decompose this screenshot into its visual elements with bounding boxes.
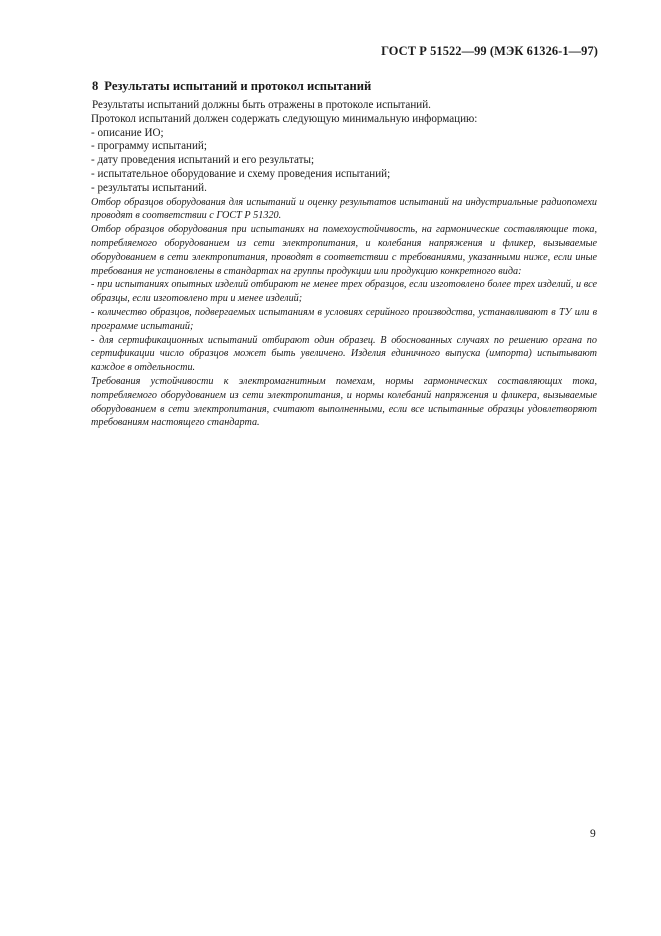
list-item: - описание ИО;	[91, 126, 164, 139]
paragraph-text: - для сертификационных испытаний отбирают один образец. В обоснованных случаях по решению органа по сертификации число образцов может быть увеличено. Изделия единичного выпуска (импорта) испытывают каждое в отдельности.	[91, 334, 597, 374]
paragraph-text: - количество образцов, подвергаемых испытаниям в условиях серийного производства, устанавливают в ТУ или в программе испытаний;	[91, 306, 597, 332]
italic-paragraph	[66, 196, 597, 224]
page-number: 9	[590, 828, 596, 840]
standard-header: ГОСТ Р 51522—99 (МЭК 61326-1—97)	[381, 44, 598, 58]
section-body	[91, 99, 597, 430]
paragraph-text: Отбор образцов оборудования при испытаниях на помехоустойчивость, на гармонические составляющие тока, потребляемого оборудованием из сети электропитания, и колебания напряжения и фликер, вызываемые оборудованием в сети электропитания, проводят в соответствии с требованиями, указанными ниже, если иные требования не установлены в стандартах на группы продукции или продукцию конкретного вида:	[91, 224, 597, 277]
list-item: - программу испытаний;	[91, 140, 207, 153]
body-line: Протокол испытаний должен содержать следующую минимальную информацию:	[91, 112, 478, 125]
italic-paragraph	[66, 375, 597, 430]
paragraph-text: Отбор образцов оборудования для испытаний и оценку результатов испытаний на индустриальные радиопомехи проводят в соответствии с ГОСТ Р 51320.	[91, 196, 597, 222]
section-title: Результаты испытаний и протокол испытаний	[104, 79, 372, 93]
list-item: - дату проведения испытаний и его результаты;	[91, 154, 315, 167]
italic-paragraph	[66, 223, 597, 278]
italic-paragraph	[66, 306, 597, 334]
italic-paragraph	[66, 278, 597, 306]
paragraph-text: Требования устойчивости к электромагнитным помехам, нормы гармонических составляющих тока, потребляемого оборудованием из сети электропитания, и нормы колебаний напряжения и фликера, вызываемые оборудованием в сети электропитания, считают выполненными, если все испытанные образцы удовлетворяют требованиям настоящего стандарта.	[91, 375, 597, 429]
italic-paragraph	[66, 334, 597, 375]
section-heading	[92, 79, 371, 94]
body-line: Результаты испытаний должны быть отражены в протоколе испытаний.	[92, 99, 431, 111]
list-item: - результаты испытаний.	[91, 181, 207, 194]
paragraph-text: - при испытаниях опытных изделий отбирают не менее трех образцов, если изготовлено более трех изделий, и все образцы, если изготовлено три и менее изделий;	[91, 279, 597, 305]
section-number: 8	[92, 79, 99, 93]
list-item: - испытательное оборудование и схему проведения испытаний;	[91, 167, 391, 180]
